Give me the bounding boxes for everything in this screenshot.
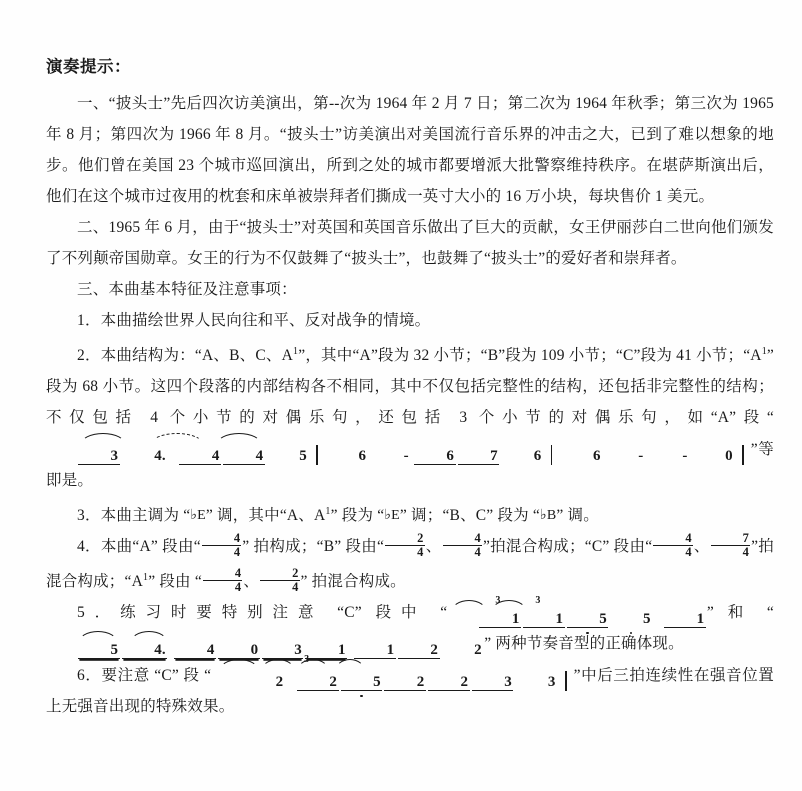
time-signature-3 — [443, 532, 482, 560]
point-2-number: 2． — [77, 346, 101, 364]
jp-note: 1 — [479, 612, 521, 628]
jp-barline — [316, 445, 318, 465]
point-5-text-c: ” 两种节奏音型的正确体现。 — [484, 635, 684, 653]
point-5-text-b: ” 和 “ — [706, 604, 774, 622]
time-signature-4 — [653, 532, 692, 560]
time-sig-denominator: 4 — [417, 545, 424, 560]
time-sig-numerator: 4 — [203, 567, 242, 581]
jp-note: 6 — [592, 447, 601, 464]
time-sig-numerator: 2 — [385, 532, 424, 546]
point-2-text-c: ”段为 68 小节。这四个段落的内部结构各不相同，其中不仅包括完整性的结构，还包括非完整性的结构；不仅包括 4 个小节的对偶乐句，还包括 3 个小节的对偶乐句，如“A”段“ — [46, 346, 774, 426]
paragraph-item-2: 二、1965 年 6 月，由于“披头士”对英国和英国音乐做出了巨大的贡献，女王伊丽莎白二世向他们颁发了不列颠帝国勋章。女王的行为不仅鼓舞了“披头士”，也鼓舞了“披头士”的爱好者和崇拜者。 — [46, 218, 774, 267]
point-3-sup-a: 1 — [325, 505, 331, 517]
point-3-text-d: ” 调；“B、C” 段为 “ — [399, 507, 541, 525]
jp-note: 2 — [297, 675, 339, 691]
point-4-text-e: 、 — [693, 538, 710, 556]
jp-note: 3 — [78, 449, 120, 465]
jp-note: 5 — [610, 612, 652, 627]
jp-barline — [551, 445, 553, 465]
point-3 — [46, 496, 774, 531]
point-3-number: 3． — [77, 507, 101, 525]
jp-note: 1 — [664, 612, 706, 628]
time-signature-1 — [202, 532, 241, 560]
jp-note: 4 — [174, 643, 216, 659]
point-3-text-e: ” 调。 — [556, 507, 599, 525]
jp-note: 4. — [154, 447, 166, 464]
jp-note: 2 — [275, 674, 284, 691]
jp-note: 2 — [384, 675, 426, 691]
time-sig-numerator: 4 — [202, 532, 241, 546]
point-4-text-f: ”拍混合构成；“A — [46, 538, 774, 591]
jp-note: 6 — [414, 449, 456, 465]
point-2-sup-b: 1 — [761, 345, 767, 357]
paragraph-item-1: 一、“披头士”先后四次访美演出，第--次为 1964 年 2 月 7 日；第二次为 1964 年秋季；第三次为 1965 年 8 月；第四次为 1966 年 8 月。“披头士”访美演出对美国流行音乐界的冲击之大，已到了难以想象的地步。他们曾在美国 23 个城市巡回演出，所到之处的城市都要增派大批警察维持秩序。在堪萨斯演出后，他们在这个城市过夜用的枕套和床单被崇拜者们撕成一英寸大小的 16 万小块，每块售价 1 美元。 — [46, 94, 774, 205]
jp-note: 5 — [341, 675, 383, 691]
time-signature-2 — [385, 532, 424, 560]
jp-note: 6 — [533, 447, 542, 464]
jp-note: 0 — [218, 643, 260, 659]
jp-dash: - — [638, 447, 644, 464]
jianpu-example-b: 3 3 1 1 5 5 1 — [447, 600, 707, 628]
point-6-number: 6． — [77, 667, 102, 685]
jianpu-example-c — [46, 631, 484, 659]
point-4-text-c: 、 — [425, 538, 442, 556]
point-4-number: 4． — [77, 538, 101, 556]
time-sig-numerator: 7 — [711, 532, 750, 546]
point-3-text-b: ” 调，其中“A、A — [205, 507, 326, 525]
jp-note: 4 — [223, 449, 265, 465]
jp-dash: - — [682, 447, 688, 464]
jp-dash: - — [403, 447, 409, 464]
page-title: 演奏提示： — [46, 57, 131, 76]
jp-barline — [742, 445, 744, 465]
time-signature-6 — [203, 567, 242, 595]
point-4-text-g: ” 段由 “ — [148, 573, 202, 591]
point-1-text: 本曲描绘世界人民向往和平、反对战争的情境。 — [100, 311, 431, 329]
point-4-text-b: ” 拍构成；“B” 段由“ — [242, 538, 385, 556]
point-2-sup-a: 1 — [293, 345, 299, 357]
jp-note: 2 — [474, 642, 482, 659]
jp-note: 5 — [299, 447, 307, 464]
time-sig-denominator: 4 — [685, 545, 692, 560]
jp-note: 3 — [547, 674, 556, 691]
key-signature-main: ♭E — [190, 508, 206, 524]
time-sig-denominator: 4 — [474, 545, 481, 560]
point-6-text-a: 要注意 “C” 段 “ — [101, 667, 212, 685]
point-5-text-a: 练习时要特别注意 “C” 段中 “ — [120, 604, 448, 622]
point-4 — [46, 531, 774, 597]
time-sig-denominator: 4 — [233, 545, 241, 560]
jp-note: 2 — [398, 643, 440, 659]
time-sig-numerator: 4 — [443, 532, 482, 546]
jp-note: 0 — [725, 447, 733, 464]
jp-barline — [565, 671, 567, 691]
jp-note: 1 — [305, 643, 347, 659]
point-4-text-h: 、 — [243, 573, 260, 591]
time-sig-numerator: 2 — [260, 567, 299, 581]
point-2-text-d: ”等即是。 — [46, 440, 774, 489]
point-5-number: 5． — [77, 604, 121, 622]
point-2 — [46, 336, 774, 496]
paragraph-item-3: 三、本曲基本特征及注意事项： — [77, 280, 297, 298]
jp-note: 7 — [458, 449, 500, 465]
point-2-text-b: ”，其中“A”段为 32 小节；“B”段为 109 小节；“C”段为 41 小节；“A — [298, 346, 762, 364]
key-signature-second: ♭E — [384, 508, 400, 524]
jp-note: 1 — [354, 643, 396, 659]
jp-note: 2 — [428, 675, 470, 691]
point-1 — [46, 305, 774, 336]
jp-note: 3 — [262, 643, 304, 659]
time-sig-denominator: 4 — [234, 580, 242, 595]
point-3-text-a: 本曲主调为 “ — [100, 507, 191, 525]
time-sig-numerator: 4 — [653, 532, 692, 546]
jp-note: 3 — [472, 675, 514, 691]
jp-note: 4. — [122, 643, 168, 659]
point-5 — [46, 597, 774, 659]
point-3-text-c: ” 段为 “ — [330, 507, 385, 525]
time-sig-denominator: 4 — [292, 580, 299, 595]
jp-note: 4 — [179, 449, 221, 465]
time-signature-7 — [260, 567, 299, 595]
point-4-text-d: ”拍混合构成；“C” 段由“ — [482, 538, 653, 556]
jp-note: 5 — [78, 643, 120, 659]
key-signature-third: ♭B — [540, 508, 557, 524]
point-6-text-b: ”中后三拍连续性在强音位置上无强音出现的特殊效果。 — [46, 667, 775, 716]
point-6 — [46, 654, 775, 722]
point-4-sup-a: 1 — [142, 572, 149, 584]
jianpu-example-a — [46, 433, 751, 465]
point-1-number: 1． — [77, 311, 101, 329]
jp-note: 1 — [523, 612, 565, 628]
jp-note: 5 — [567, 612, 609, 628]
point-2-text-a: 本曲结构为：“A、B、C、A — [100, 346, 294, 364]
point-4-text-i: ” 拍混合构成。 — [300, 573, 406, 591]
point-4-text-a: 本曲“A” 段由“ — [100, 538, 201, 556]
jianpu-example-d: 3 2 2 5 2 2 3 3 — [211, 659, 573, 691]
time-sig-denominator: 4 — [742, 545, 750, 560]
jp-note: 6 — [358, 447, 367, 464]
time-signature-5 — [711, 532, 750, 560]
